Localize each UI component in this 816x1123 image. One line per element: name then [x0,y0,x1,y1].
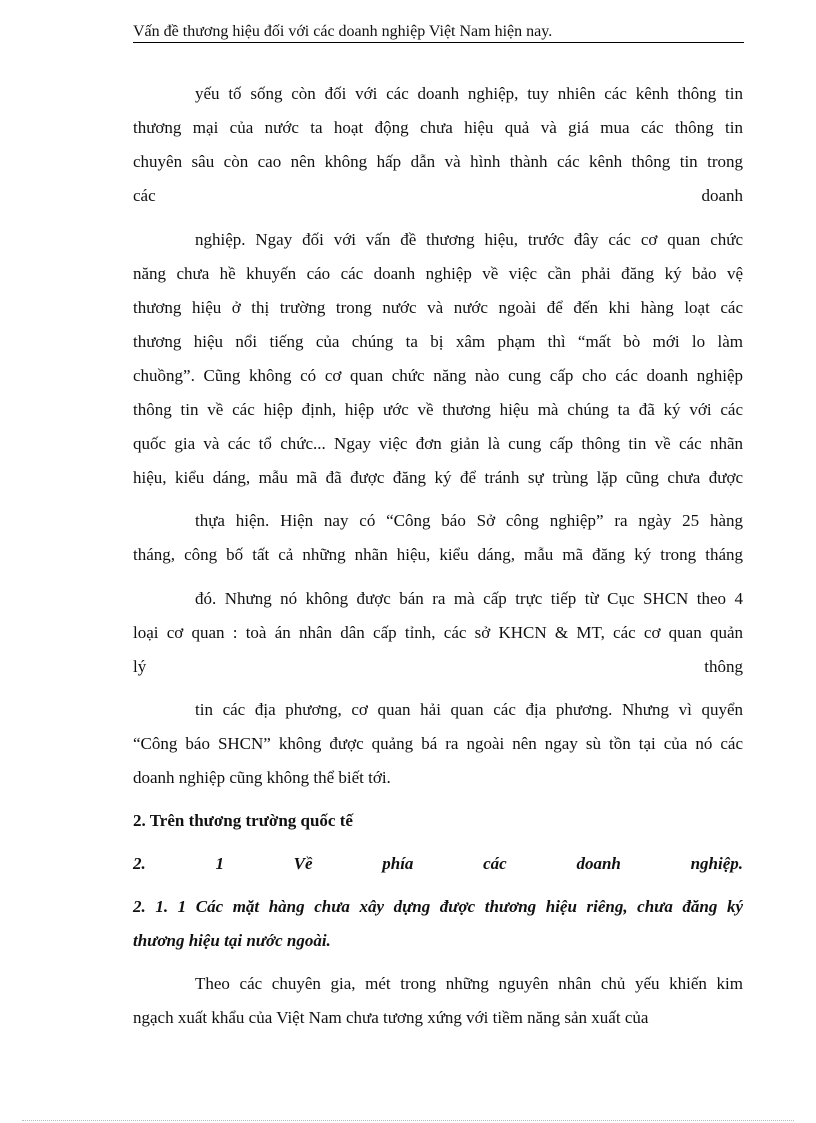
paragraph-line: ngạch xuất khẩu của Việt Nam chưa tương xứng với tiềm năng sản xuất của [133,1008,649,1027]
word: nghiệp. [690,854,743,873]
paragraph-line: chuyên sâu còn cao nên không hấp dẫn và hình thành các kênh thông tin trong [133,152,743,171]
word: lý [133,657,147,676]
word: 1 [215,854,224,873]
paragraph-line: yếu tố sống còn đối với các doanh nghiệp, tuy nhiên các kênh thông tin [195,84,743,103]
paragraph-line: quốc gia và các tổ chức... Ngay việc đơn giản là cung cấp thông tin về các nhãn [133,434,743,453]
paragraph-line: loại cơ quan : toà án nhân dân cấp tỉnh, các sở KHCN & MT, các cơ quan quản [133,623,743,642]
paragraph-line-split [133,185,743,207]
word: Về [293,854,313,873]
paragraph-line: nghiệp. Ngay đối với vấn đề thương hiệu, trước đây các cơ quan chức [195,230,743,249]
paragraph-line: năng chưa hề khuyến cáo các doanh nghiệp về việc cần phải đăng ký bảo vệ [133,264,743,283]
subsubsection-heading: 2. 1. 1 Các mặt hàng chưa xây dựng được thương hiệu riêng, chưa đăng ký [133,897,743,916]
paragraph-line: thựa hiện. Hiện nay có “Công báo Sở công nghiệp” ra ngày 25 hàng [195,511,743,530]
paragraph-line: thương hiệu ở thị trường trong nước và nước ngoài để đến khi hàng loạt các [133,298,743,317]
page-edge-divider [22,1120,794,1121]
paragraph-line: thông tin về các hiệp định, hiệp ước về thương hiệu mà chúng ta đã ký với các [133,400,743,419]
paragraph-line: Theo các chuyên gia, mét trong những nguyên nhân chủ yếu khiến kim [195,974,743,993]
subsection-heading [133,853,743,875]
section-heading: 2. Trên thương trường quốc tế [133,811,353,830]
paragraph-line: thương hiệu nổi tiếng của chúng ta bị xâm phạm thì “mất bò mới lo làm [133,332,743,351]
paragraph-line: hiệu, kiểu dáng, mẫu mã đã được đăng ký để tránh sự trùng lặp cũng chưa được [133,468,743,487]
paragraph-line: chuồng”. Cũng không có cơ quan chức năng nào cung cấp cho các doanh nghiệp [133,366,743,385]
word: thông [704,657,743,676]
subsubsection-heading-cont: thương hiệu tại nước ngoài. [133,931,331,950]
paragraph-line: đó. Nhưng nó không được bán ra mà cấp trực tiếp từ Cục SHCN theo 4 [195,589,743,608]
paragraph-line: “Công báo SHCN” không được quảng bá ra ngoài nên ngay sù tồn tại của nó các [133,734,743,753]
paragraph-line: tháng, công bố tất cả những nhãn hiệu, kiểu dáng, mẫu mã đăng ký trong tháng [133,545,743,564]
running-header: Vấn đề thương hiệu đối với các doanh nghiệp Việt Nam hiện nay. [133,22,744,43]
word: doanh [576,854,621,873]
word: các [133,186,156,205]
word: doanh [701,186,743,205]
word: 2. [133,854,146,873]
word: các [483,854,507,873]
paragraph-line-split [133,656,743,678]
word: phía [382,854,414,873]
paragraph-line-last: doanh nghiệp cũng không thể biết tới. [133,768,391,787]
paragraph-line: thương mại của nước ta hoạt động chưa hiệu quả và giá mua các thông tin [133,118,743,137]
paragraph-line: tin các địa phương, cơ quan hải quan các địa phương. Nhưng vì quyển [195,700,743,719]
